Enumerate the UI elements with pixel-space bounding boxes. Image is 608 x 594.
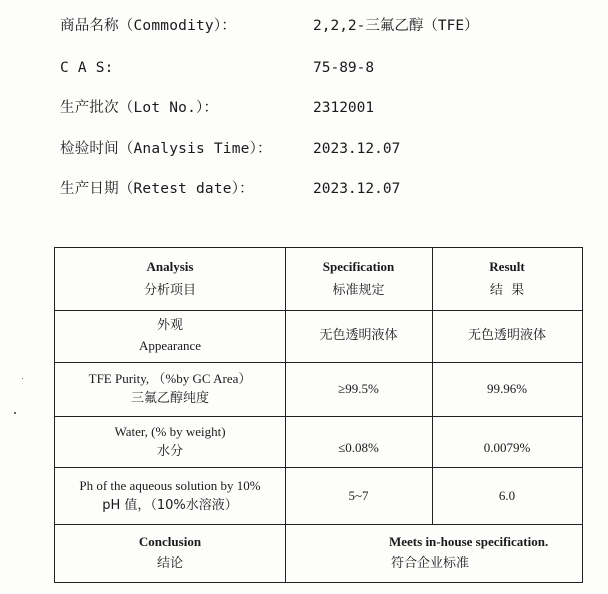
appearance-en: Appearance (138, 338, 202, 353)
header-spec-zh: 标准规定 (332, 283, 385, 298)
water-result: 0.0079% (483, 439, 531, 455)
ph-spec: 5~7 (348, 487, 369, 503)
cas-label: C A S: (60, 60, 114, 76)
table-row-purity-spec (285, 362, 432, 416)
table-row-appearance-result (432, 310, 582, 362)
scan-speck (22, 378, 23, 379)
ph-en: Ph of the aqueous solution by 10% (79, 477, 261, 493)
cas-value: 75-89-8 (313, 60, 375, 76)
ph-result: 6.0 (498, 487, 516, 503)
purity-result: 99.96% (486, 381, 528, 396)
table-row-water-result (432, 416, 582, 467)
table-row-water-item (55, 416, 285, 467)
conclusion-text-zh: 符合企业标准 (391, 556, 470, 571)
analysis-time-value: 2023.12.07 (313, 141, 401, 157)
table-row-appearance-spec (285, 310, 432, 362)
header-result-en: Result (489, 259, 525, 274)
water-zh: 水分 (156, 443, 183, 459)
water-en: Water, (% by weight) (114, 423, 226, 439)
purity-en: TFE Purity, （%by GC Area） (88, 371, 252, 386)
results-table (54, 247, 583, 583)
retest-date-value: 2023.12.07 (313, 181, 401, 197)
header-result (432, 248, 582, 310)
lot-label: 生产批次（Lot No.）： (60, 100, 219, 116)
table-row-purity-item (55, 362, 285, 416)
table-row-appearance-item (55, 310, 285, 362)
water-spec: ≤0.08% (338, 439, 379, 455)
appearance-result: 无色透明液体 (467, 328, 546, 343)
purity-spec: ≥99.5% (338, 381, 379, 396)
conclusion-en: Conclusion (138, 534, 202, 549)
lot-value: 2312001 (313, 100, 375, 116)
table-row-ph-item (55, 467, 285, 524)
purity-zh: 三氟乙醇纯度 (130, 391, 209, 406)
table-row-water-spec (285, 416, 432, 467)
header-analysis-en: Analysis (146, 259, 194, 274)
commodity-value: 2,2,2-三氟乙醇（TFE） (313, 18, 479, 34)
header-result-zh: 结 果 (489, 283, 525, 298)
table-row-ph-spec (285, 467, 432, 524)
ph-zh: pH 值，（10%水溶液） (102, 497, 238, 513)
header-specification (285, 248, 432, 310)
header-analysis (55, 248, 285, 310)
retest-date-label: 生产日期（Retest date）： (60, 181, 254, 197)
conclusion-text-en: Meets in-house specification. (389, 534, 549, 549)
table-row-purity-result (432, 362, 582, 416)
appearance-zh: 外观 (156, 318, 183, 333)
analysis-time-label: 检验时间（Analysis Time）： (60, 141, 272, 157)
conclusion-zh: 结论 (156, 556, 183, 571)
scan-speck (14, 412, 16, 414)
header-spec-en: Specification (322, 259, 395, 274)
conclusion-text (285, 524, 582, 582)
commodity-label: 商品名称（Commodity）： (60, 18, 237, 34)
conclusion-label (55, 524, 285, 582)
header-analysis-zh: 分析项目 (143, 283, 196, 298)
table-row-ph-result (432, 467, 582, 524)
appearance-spec: 无色透明液体 (319, 328, 398, 343)
